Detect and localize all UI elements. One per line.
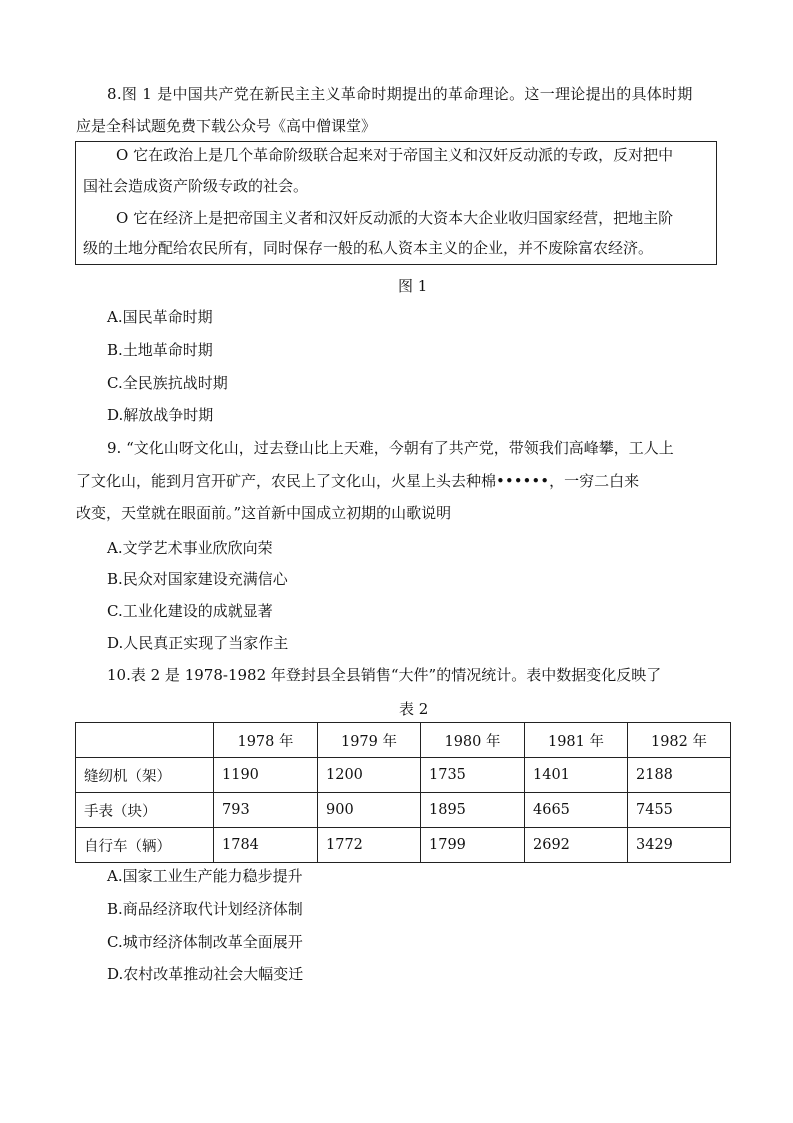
- table-cell: 自行车（辆）: [76, 828, 214, 863]
- figure-1-text-line4: 级的土地分配给农民所有，同时保存一般的私人资本主义的企业，并不废除富农经济。: [83, 239, 654, 257]
- q9-option-a: A.文学艺术事业欣欣向荣: [107, 539, 273, 557]
- table-cell: 900: [318, 793, 421, 828]
- table-cell: 4665: [525, 793, 628, 828]
- table-header-cell: 1982 年: [628, 723, 731, 758]
- figure-1-box: [75, 141, 717, 265]
- table-cell: 1401: [525, 758, 628, 793]
- table-row: [76, 793, 731, 828]
- table-header-cell: 1978 年: [214, 723, 318, 758]
- table-2-caption: 表 2: [399, 700, 429, 718]
- table-cell: 1799: [421, 828, 525, 863]
- table-header-cell: 1979 年: [318, 723, 421, 758]
- q8-option-a: A.国民革命时期: [107, 308, 213, 326]
- table-cell: 2692: [525, 828, 628, 863]
- q9-option-d: D.人民真正实现了当家作主: [107, 634, 289, 652]
- table-row: [76, 758, 731, 793]
- table-cell: 1784: [214, 828, 318, 863]
- q10-stem: 10.表 2 是 1978-1982 年登封县全县销售“大件”的情况统计。表中数据变化反映了: [107, 666, 662, 684]
- q8-option-b: B.土地革命时期: [107, 341, 213, 359]
- q8-stem-line1: 8.图 1 是中国共产党在新民主主义革命时期提出的革命理论。这一理论提出的具体时期: [107, 85, 693, 103]
- table-cell: 793: [214, 793, 318, 828]
- table-cell: 缝纫机（架）: [76, 758, 214, 793]
- table-cell: 1190: [214, 758, 318, 793]
- table-cell: 7455: [628, 793, 731, 828]
- q9-stem-line3: 改变，天堂就在眼面前。”这首新中国成立初期的山歌说明: [76, 504, 452, 522]
- figure-1-text-line2: 国社会造成资产阶级专政的社会。: [83, 177, 309, 195]
- figure-1-text-line1: O 它在政治上是几个革命阶级联合起来对于帝国主义和汉奸反动派的专政，反对把中: [116, 146, 674, 164]
- q8-option-d: D.解放战争时期: [107, 406, 214, 424]
- q10-option-c: C.城市经济体制改革全面展开: [107, 933, 303, 951]
- q8-option-c: C.全民族抗战时期: [107, 374, 228, 392]
- table-2: [75, 722, 731, 863]
- q9-stem-line2: 了文化山，能到月宫开矿产，农民上了文化山，火星上头去种棉••••••，一穷二白来: [76, 472, 640, 490]
- q8-stem-line2: 应是全科试题免费下载公众号《高中僧课堂》: [76, 117, 377, 135]
- table-row: [76, 828, 731, 863]
- table-header-cell: 1980 年: [421, 723, 525, 758]
- figure-1-text-line3: O 它在经济上是把帝国主义者和汉奸反动派的大资本大企业收归国家经营，把地主阶: [116, 209, 674, 227]
- table-cell: 3429: [628, 828, 731, 863]
- q10-option-b: B.商品经济取代计划经济体制: [107, 900, 303, 918]
- table-cell: 2188: [628, 758, 731, 793]
- q9-option-c: C.工业化建设的成就显著: [107, 602, 273, 620]
- table-cell: 1735: [421, 758, 525, 793]
- q9-stem-line1: 9. “文化山呀文化山，过去登山比上天难，今朝有了共产党，带领我们高峰攀，工人上: [107, 439, 674, 457]
- table-cell: 1200: [318, 758, 421, 793]
- q9-option-b: B.民众对国家建设充满信心: [107, 570, 288, 588]
- table-cell: 手表（块）: [76, 793, 214, 828]
- table-header-cell: 1981 年: [525, 723, 628, 758]
- table-cell: 1895: [421, 793, 525, 828]
- q10-option-d: D.农村改革推动社会大幅变迁: [107, 965, 304, 983]
- table-header-cell: [76, 723, 214, 758]
- table-cell: 1772: [318, 828, 421, 863]
- figure-1-caption: 图 1: [398, 277, 428, 295]
- table-header-row: [76, 723, 731, 758]
- q10-option-a: A.国家工业生产能力稳步提升: [107, 867, 303, 885]
